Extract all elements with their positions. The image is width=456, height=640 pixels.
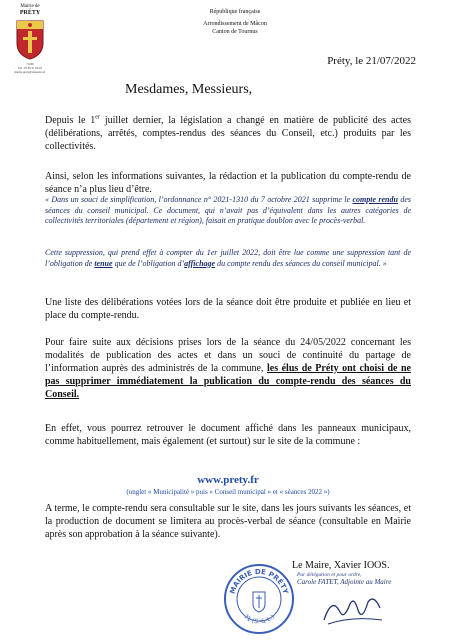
svg-text:71 (S.-&-L.): 71 (S.-&-L.)	[242, 613, 276, 626]
salutation: Mesdames, Messieurs,	[125, 82, 253, 97]
website-link[interactable]: www.prety.fr	[197, 474, 259, 486]
logo-contact-3: mairie.prety@wanadoo.fr	[14, 70, 46, 74]
logo-contact-2: Tél : 03 85 51 09 67	[17, 66, 43, 70]
letterhead	[150, 8, 320, 36]
logo-town: PRÉTY	[19, 10, 41, 16]
handwritten-signature-icon	[318, 590, 388, 630]
paragraph-3: Une liste des délibérations votées lors de la séance doit être produite et publiée en lieu et place du compte-rendu.	[45, 297, 411, 321]
svg-text:MAIRIE DE PRÉTY: MAIRIE DE PRÉTY	[228, 567, 290, 595]
delegation-note: Par délégation et pour ordre, Carole FATET, Adjointe au Maire	[297, 572, 392, 586]
paragraph-5: En effet, vous pourrez retrouver le document affiché dans les panneaux municipaux, comme habituellement, mais également (et surtout) sur le site de la commune :	[45, 423, 411, 447]
logo-contact-1: 71290	[26, 62, 34, 66]
letter-date: Préty, le 21/07/2022	[327, 55, 416, 67]
paragraph-2: Ainsi, selon les informations suivantes, la rédaction et la publication du compte-rendu de séance n’a plus lieu d’être.	[45, 171, 411, 195]
republic-label: République française	[209, 9, 261, 15]
paragraph-1: Depuis le 1er juillet dernier, la législation a changé en matière de publicité des actes (délibérations, arrêtés, comptes-rendus des séances du Conseil, etc.) produits par les collectivités.	[45, 114, 411, 152]
quote-paragraph-1: « Dans un souci de simplification, l’ordonnance n° 2021-1310 du 7 octobre 2021 supprime le compte rendu des séances du conseil municipal. Ce document, qui n’avait pas d’équivalent dans les autres catégories de collectivités territoriales (département et région), faisait en pratique doublon avec le procès-verbal.	[45, 195, 412, 225]
logo-mairie: Mairie de	[20, 4, 40, 9]
quote-paragraph-2: Cette suppression, qui prend effet à compter du 1er juillet 2022, doit être lue comme une suppression tant de l’obligation de tenue que de l’obligation d’affichage du compte rendu des séances du conseil municipal. »	[45, 248, 411, 268]
mayor-signature-line: Le Maire, Xavier IOOS.	[292, 560, 390, 571]
mairie-stamp-icon	[222, 562, 296, 636]
paragraph-4: Pour faire suite aux décisions prises lors de la séance du 24/05/2022 concernant les modalités de publication des actes et dans un souci de continuité du partage de l’information auprès des administrés de la commune, les élus de Préty ont choisi de ne pas supprimer immédiatement la publication du compte-rendu des séances du Conseil.	[45, 337, 411, 400]
paragraph-6: A terme, le compte-rendu sera consultable sur le site, dans les jours suivants les séances, et la production de document se limitera au procès-verbal de séance (consultable en Mairie après son approbation à la séance suivante).	[45, 503, 411, 540]
coat-of-arms-icon	[15, 19, 45, 61]
website-note: (onglet « Municipalité » puis « Conseil municipal » et « séances 2022 »)	[126, 488, 330, 496]
town-logo	[3, 4, 57, 74]
canton-label: Canton de Tournus	[212, 29, 258, 35]
arrondissement-label: Arrondissement de Mâcon	[203, 21, 267, 27]
